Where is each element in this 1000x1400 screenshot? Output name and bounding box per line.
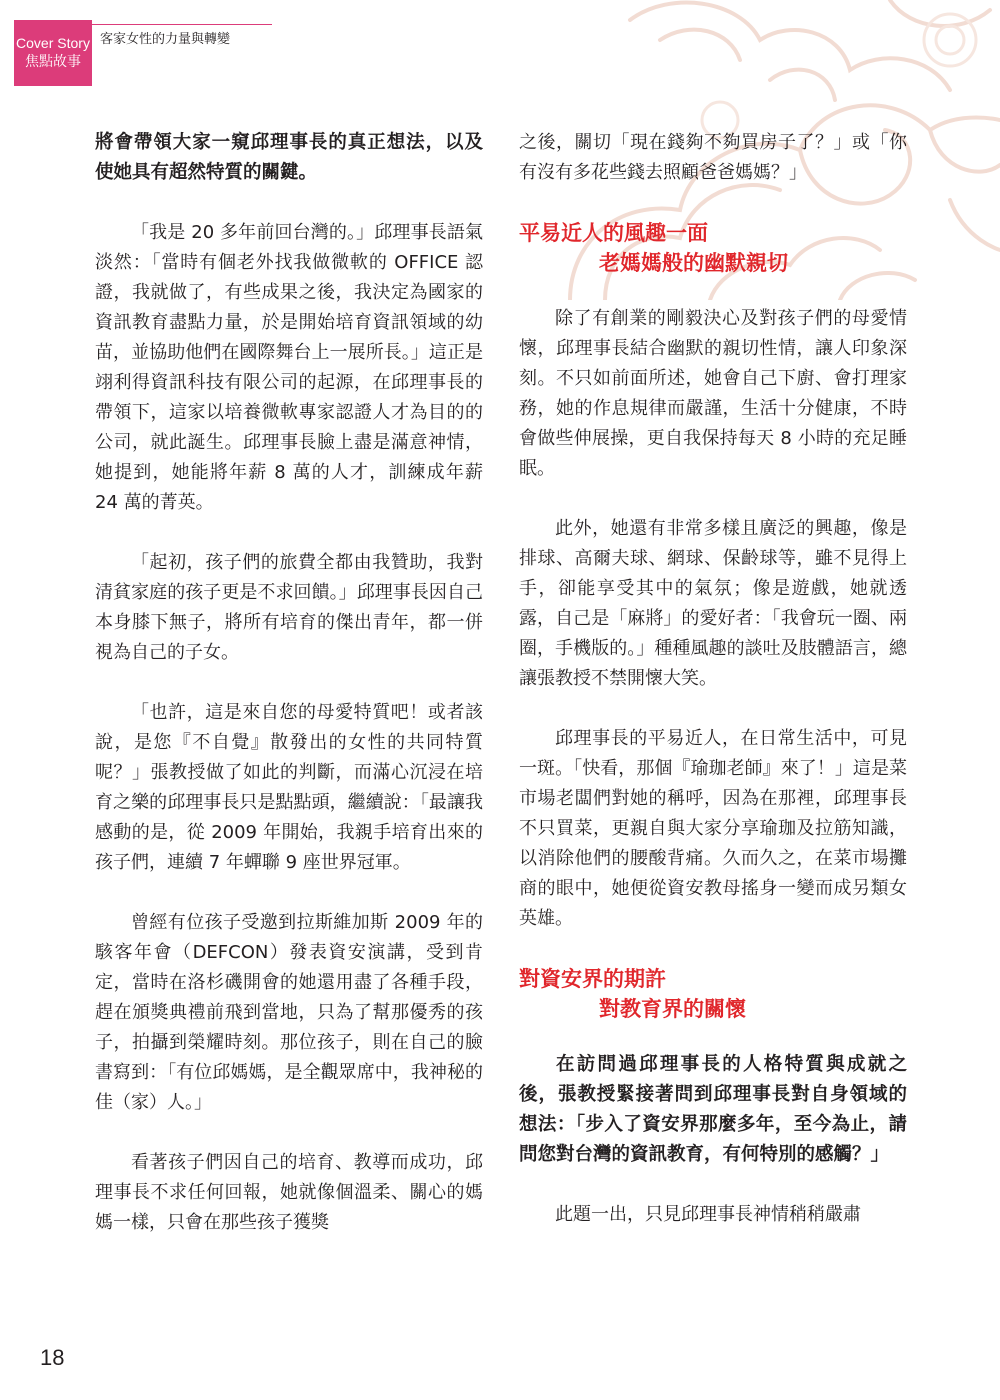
body-paragraph: 此外，她還有非常多樣且廣泛的興趣，像是排球、高爾夫球、網球、保齡球等，雖不見得上手，卻能享受其中的氣氛；像是遊戲，她就透露，自己是「麻將」的愛好者：「我會玩一圈、兩圈，手機版的。」種種風趣的談吐及肢體語言，總讓張教授不禁開懷大笑。 xyxy=(519,518,907,689)
body-paragraph: 看著孩子們因自己的培育、教導而成功，邱理事長不求任何回報，她就像個溫柔、關心的媽媽一樣，只會在那些孩子獲獎 xyxy=(95,1152,483,1233)
interview-question: 在訪問過邱理事長的人格特質與成就之後，張教授緊接著問到邱理事長對自身領域的想法：「步入了資安界那麼多年，至今為止，請問您對台灣的資訊教育，有何特別的感觸？」 xyxy=(519,1054,907,1165)
body-paragraph: 此題一出，只見邱理事長神情稍稍嚴肅 xyxy=(555,1204,861,1225)
section-heading-2-line1: 對資安界的期許 xyxy=(519,967,666,991)
cover-story-zh-label: 焦點故事 xyxy=(25,53,81,70)
section-heading-1-line1: 平易近人的風趣一面 xyxy=(519,221,708,245)
body-paragraph: 「我是 20 多年前回台灣的。」邱理事長語氣淡然：「當時有個老外找我做微軟的 OFFICE 認證，我就做了，有些成果之後，我決定為國家的資訊教育盡點力量，於是開始培育資訊領域的幼苗，並協助他們在國際舞台上一展所長。」這正是翊利得資訊科技有限公司的起源，在邱理事長的帶領下，這家以培養微軟專家認證人才為目的的公司，就此誕生。邱理事長臉上盡是滿意神情，她提到，她能將年薪 8 萬的人才，訓練成年薪 24 萬的菁英。 xyxy=(95,222,483,513)
lead-paragraph: 將會帶領大家一窺邱理事長的真正想法，以及使她具有超然特質的關鍵。 xyxy=(95,132,483,183)
section-heading-2-line2: 對教育界的關懷 xyxy=(599,997,746,1021)
body-paragraph: 曾經有位孩子受邀到拉斯維加斯 2009 年的駭客年會（DEFCON）發表資安演講，受到肯定，當時在洛杉磯開會的她還用盡了各種手段，趕在頒獎典禮前飛到當地，只為了幫那優秀的孩子，拍攝到榮耀時刻。那位孩子，則在自己的臉書寫到：「有位邱媽媽，是全觀眾席中，我神秘的佳（家）人。」 xyxy=(95,912,483,1113)
header-rule xyxy=(92,24,272,25)
right-column xyxy=(519,128,907,1260)
page-number: 18 xyxy=(40,1345,65,1370)
section-heading-1 xyxy=(519,218,907,278)
body-paragraph: 邱理事長的平易近人，在日常生活中，可見一斑。「快看，那個『瑜珈老師』來了！」這是菜市場老闆們對她的稱呼，因為在那裡，邱理事長不只買菜，更親自與大家分享瑜珈及拉筋知識，以消除他們的腰酸背痛。久而久之，在菜市場攤商的眼中，她便從資安教母搖身一變而成另類女英雄。 xyxy=(519,728,907,929)
cover-story-tab xyxy=(14,20,92,86)
body-paragraph: 之後，關切「現在錢夠不夠買房子了？」或「你有沒有多花些錢去照顧爸爸媽媽？」 xyxy=(519,132,907,183)
cover-story-label: Cover Story xyxy=(16,34,90,51)
body-paragraph: 「也許，這是來自您的母愛特質吧！或者該說，是您『不自覺』散發出的女性的共同特質呢？」張教授做了如此的判斷，而滿心沉浸在培育之樂的邱理事長只是點點頭，繼續說：「最讓我感動的是，從 2009 年開始，我親手培育出來的孩子們，連續 7 年蟬聯 9 座世界冠軍。 xyxy=(95,702,483,873)
section-heading-2 xyxy=(519,964,907,1024)
section-heading-1-line2: 老媽媽般的幽默親切 xyxy=(599,251,788,275)
body-paragraph: 除了有創業的剛毅決心及對孩子們的母愛情懷，邱理事長結合幽默的親切性情，讓人印象深刻。不只如前面所述，她會自己下廚、會打理家務，她的作息規律而嚴謹，生活十分健康，不時會做些伸展操，更自我保持每天 8 小時的充足睡眠。 xyxy=(519,308,907,479)
body-paragraph: 「起初，孩子們的旅費全都由我贊助，我對清貧家庭的孩子更是不求回饋。」邱理事長因自己本身膝下無子，將所有培育的傑出青年，都一併視為自己的子女。 xyxy=(95,552,483,663)
running-title: 客家女性的力量與轉變 xyxy=(100,32,231,47)
left-column xyxy=(95,128,483,1268)
